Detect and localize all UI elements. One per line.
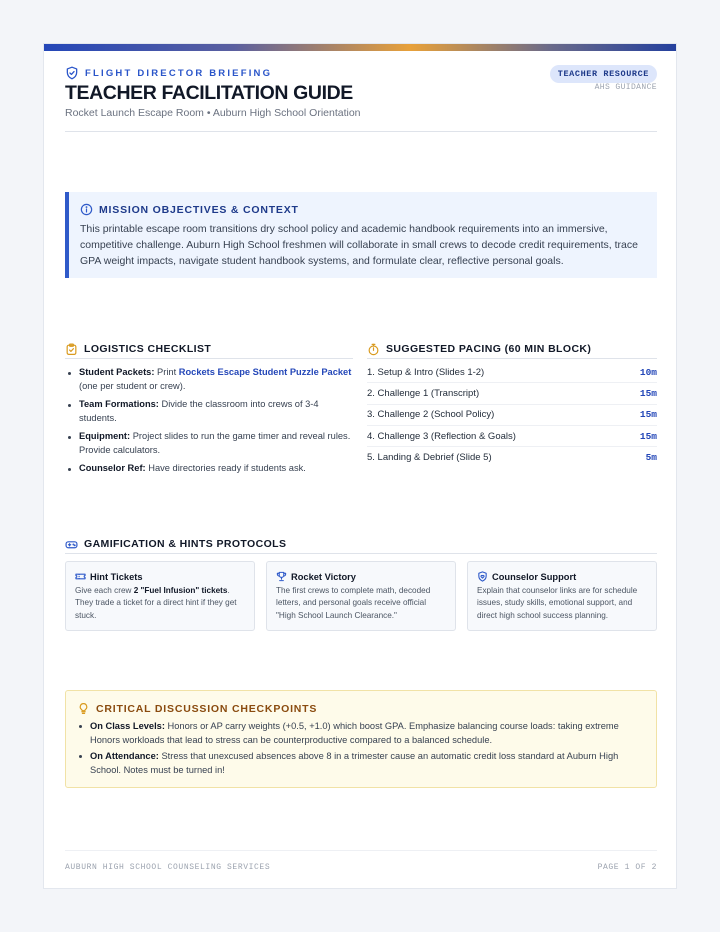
item-text: Stress that unexcused absences above 8 in a trimester cause an automatic credit loss standard at Auburn High School. Notes must be turned in! (90, 751, 619, 776)
item-label: Student Packets: (79, 367, 155, 377)
pacing-label: 2. Challenge 1 (Transcript) (367, 387, 480, 399)
pacing-row (367, 426, 657, 447)
page-footer (65, 850, 657, 872)
item-label: On Attendance: (90, 751, 159, 762)
stopwatch-icon (367, 343, 380, 356)
gamification-section (65, 535, 657, 631)
pacing-label: 1. Setup & Intro (Slides 1-2) (367, 366, 485, 378)
list-item (77, 749, 645, 778)
kicker (65, 66, 272, 80)
item-label: Counselor Ref: (79, 463, 146, 473)
gamification-title: GAMIFICATION & HINTS PROTOCOLS (84, 538, 287, 550)
item-text: (one per student or crew). (79, 380, 186, 391)
pacing-row (367, 405, 657, 426)
page-header (65, 66, 657, 132)
lightbulb-icon (77, 702, 90, 715)
card-text-bold: 2 "Fuel Infusion" tickets (133, 586, 228, 595)
list-item (77, 719, 645, 748)
page-title: TEACHER FACILITATION GUIDE (65, 82, 353, 104)
trophy-icon (276, 571, 287, 582)
item-text: Print (157, 367, 177, 377)
gamification-cards (65, 561, 657, 631)
list-item (65, 366, 353, 393)
item-text: Honors or AP carry weights (+0.5, +1.0) which boost GPA. Emphasize balancing course loads: taking extreme Honors workloads that lead to stress can be counterproductive compared to a balanced schedule. (90, 721, 619, 746)
heart-shield-icon (477, 571, 488, 582)
list-item (65, 462, 353, 476)
pacing-row (367, 447, 657, 468)
mission-section (65, 192, 657, 278)
ticket-icon (75, 571, 86, 582)
card-title: Hint Tickets (90, 571, 143, 582)
kicker-text: FLIGHT DIRECTOR BRIEFING (85, 67, 273, 79)
guidance-label: AHS GUIDANCE (594, 83, 657, 92)
logistics-list (65, 366, 353, 476)
shield-check-icon (65, 66, 79, 80)
pacing-time: 15m (639, 409, 657, 421)
item-label: Team Formations: (79, 399, 159, 409)
item-text: Have directories ready if students ask. (148, 463, 306, 473)
document-page (43, 43, 677, 889)
top-gradient-bar (44, 44, 676, 51)
card-text: . They trade a ticket for a direct hint if they get stuck. (75, 586, 237, 620)
pacing-label: 4. Challenge 3 (Reflection & Goals) (367, 430, 516, 442)
card-body: Explain that counselor links are for schedule issues, study skills, emotional support, and direct high school success planning. (477, 586, 638, 620)
card-title: Counselor Support (492, 571, 577, 582)
card-body: The first crews to complete math, decoded letters, and personal goals receive official "High School Launch Clearance." (276, 586, 431, 620)
logistics-title: LOGISTICS CHECKLIST (84, 343, 212, 355)
card-hint-tickets (65, 561, 255, 631)
critical-title: CRITICAL DISCUSSION CHECKPOINTS (96, 702, 318, 715)
page-number: PAGE 1 OF 2 (597, 863, 657, 872)
pacing-time: 15m (639, 387, 657, 399)
card-text: Give each crew (75, 586, 132, 595)
mission-body: This printable escape room transitions dry school policy and academic handbook requirements into an immersive, competitive challenge. Auburn High School freshmen will collaborate in small crews to decode credit requirements, trace GPA weight impacts, navigate student handbook systems, and formulate clear, reflective personal goals. (80, 223, 638, 267)
item-text: Divide the classroom into crews of 3-4 students. (79, 399, 319, 423)
logistics-section (65, 340, 353, 481)
mission-title: MISSION OBJECTIVES & CONTEXT (99, 203, 299, 216)
pacing-time: 10m (639, 366, 657, 378)
item-text: Project slides to run the game timer and reveal rules. Provide calculators. (79, 431, 351, 455)
pacing-row (367, 362, 657, 383)
card-body (75, 585, 245, 622)
card-title: Rocket Victory (291, 571, 356, 582)
list-item (65, 398, 353, 425)
item-label: On Class Levels: (90, 721, 165, 731)
pacing-title: SUGGESTED PACING (60 MIN BLOCK) (386, 343, 592, 355)
student-packet-link[interactable]: Rockets Escape Student Puzzle Packet (178, 367, 352, 377)
footer-org: AUBURN HIGH SCHOOL COUNSELING SERVICES (65, 863, 271, 872)
card-rocket-victory (266, 561, 456, 631)
critical-section (65, 690, 657, 788)
pacing-time: 5m (645, 452, 657, 464)
gamepad-icon (65, 538, 78, 551)
pacing-time: 15m (639, 430, 657, 442)
info-icon (80, 203, 93, 216)
teacher-resource-badge: TEACHER RESOURCE (550, 65, 657, 83)
item-label: Equipment: (79, 431, 131, 441)
list-item (65, 430, 353, 457)
pacing-list (367, 362, 657, 468)
pacing-label: 3. Challenge 2 (School Policy) (367, 409, 495, 421)
card-counselor-support (467, 561, 657, 631)
pacing-section (367, 340, 657, 468)
pacing-row (367, 383, 657, 404)
clipboard-icon (65, 343, 78, 356)
pacing-label: 5. Landing & Debrief (Slide 5) (367, 452, 492, 464)
critical-list (77, 719, 645, 778)
page-subtitle: Rocket Launch Escape Room • Auburn High School Orientation (65, 107, 361, 119)
